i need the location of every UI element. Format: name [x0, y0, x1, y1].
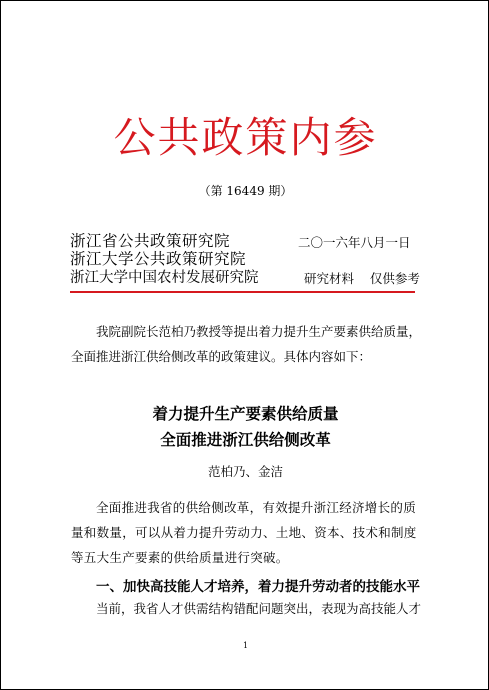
article-headline-1: 着力提升生产要素供给质量 — [152, 405, 339, 423]
page-number: 1 — [242, 641, 249, 650]
usage-note: 研究材料 仅供参考 — [304, 271, 420, 286]
publication-date: 二〇一六年八月一日 — [298, 235, 411, 250]
article-authors: 范柏乃、金洁 — [207, 464, 283, 479]
body-paragraph-2: 当前，我省人才供需结构错配问题突出，表现为高技能人才 — [96, 601, 422, 616]
section-heading-1: 一、加快高技能人才培养，着力提升劳动者的技能水平 — [96, 579, 420, 595]
issue-number: （第 16449 期） — [198, 184, 293, 198]
body-paragraph-1: 全面推进我省的供给侧改革，有效提升浙江经济增长的质量和数量，可以从着力提升劳动力、土地、资本、技术和制度等五大生产要素的供给质量进行突破。 — [71, 500, 417, 565]
institution-3: 浙江大学中国农村发展研究院 — [70, 270, 259, 286]
institution-2: 浙江大学公共政策研究院 — [70, 250, 247, 268]
institution-1: 浙江省公共政策研究院 — [70, 232, 231, 250]
article-headline-2: 全面推进浙江供给侧改革 — [160, 431, 331, 449]
header-divider — [70, 291, 415, 293]
document-title: 公共政策内参 — [113, 113, 378, 162]
intro-paragraph: 我院副院长范柏乃教授等提出着力提升生产要素供给质量，全面推进浙江供给侧改革的政策建议。具体内容如下： — [71, 324, 422, 364]
